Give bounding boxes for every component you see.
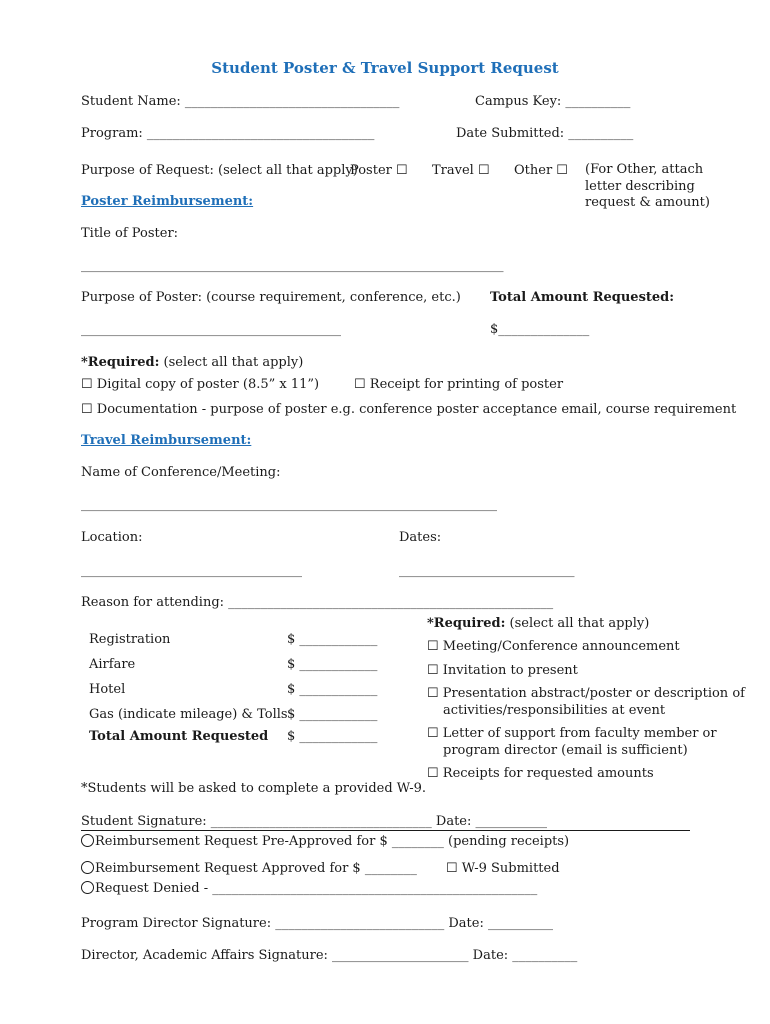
page-title: Student Poster & Travel Support Request [211, 59, 559, 77]
other-note-line-3: request & amount) [585, 195, 710, 210]
denied-radio-icon[interactable] [81, 881, 94, 894]
title-of-poster-label: Title of Poster: [81, 226, 179, 241]
presentation-abstract-continued: activities/responsibilities at event [443, 703, 666, 718]
expense-airfare-label: Airfare [89, 657, 136, 672]
student-name-field[interactable]: Student Name: _________________________________ [81, 94, 400, 109]
expense-airfare-amount[interactable]: $ ____________ [287, 657, 378, 672]
poster-reimbursement-heading: Poster Reimbursement: [81, 194, 254, 209]
poster-checkbox[interactable]: Poster ☐ [350, 163, 408, 178]
documentation-checkbox[interactable]: ☐ Documentation - purpose of poster e.g. conference poster acceptance email, course requirement [81, 402, 737, 417]
dates-label: Dates: [399, 530, 442, 545]
title-of-poster-field[interactable]: _________________________________________________________________ [81, 258, 504, 273]
program-field[interactable]: Program: ___________________________________ [81, 126, 375, 141]
digital-copy-checkbox[interactable]: ☐ Digital copy of poster (8.5” x 11”) [81, 377, 320, 392]
travel-required-label: *Required: (select all that apply) [427, 616, 650, 631]
approval-divider [81, 830, 690, 831]
other-note-line-2: letter describing [585, 179, 695, 194]
expense-total-amount[interactable]: $ ____________ [287, 729, 378, 744]
expense-gas-label: Gas (indicate mileage) & Tolls [89, 707, 288, 722]
preapproved-radio-icon[interactable] [81, 834, 94, 847]
preapproved-option[interactable]: Reimbursement Request Pre-Approved for $ ________ (pending receipts) [81, 834, 569, 850]
conference-name-field[interactable]: ________________________________________________________________ [81, 497, 497, 512]
presentation-abstract-checkbox[interactable]: ☐ Presentation abstract/poster or description of [427, 686, 745, 701]
expense-hotel-label: Hotel [89, 682, 126, 697]
expense-total-label: Total Amount Requested [89, 729, 269, 744]
poster-total-amount-label: Total Amount Requested: [490, 290, 675, 305]
approved-radio-icon[interactable] [81, 861, 94, 874]
w9-submitted-checkbox[interactable]: ☐ W-9 Submitted [446, 861, 560, 876]
campus-key-field[interactable]: Campus Key: __________ [475, 94, 631, 109]
program-director-signature-field[interactable]: Program Director Signature: __________________________ Date: __________ [81, 916, 553, 931]
expense-gas-amount[interactable]: $ ____________ [287, 707, 378, 722]
support-letter-continued: program director (email is sufficient) [443, 743, 688, 758]
other-note-line-1: (For Other, attach [585, 162, 704, 177]
expense-registration-amount[interactable]: $ ____________ [287, 632, 378, 647]
purpose-of-poster-label: Purpose of Poster: (course requirement, conference, etc.) [81, 290, 461, 305]
purpose-label: Purpose of Request: (select all that apply) [81, 163, 358, 178]
denied-option[interactable]: Request Denied - __________________________________________________ [81, 881, 537, 897]
location-field[interactable]: __________________________________ [81, 563, 302, 578]
date-submitted-field[interactable]: Date Submitted: __________ [456, 126, 634, 141]
travel-reimbursement-heading: Travel Reimbursement: [81, 433, 252, 448]
invitation-checkbox[interactable]: ☐ Invitation to present [427, 663, 578, 678]
expense-registration-label: Registration [89, 632, 171, 647]
receipt-printing-checkbox[interactable]: ☐ Receipt for printing of poster [354, 377, 564, 392]
location-label: Location: [81, 530, 143, 545]
approved-option[interactable]: Reimbursement Request Approved for $ ________ [81, 861, 417, 877]
director-signature-field[interactable]: Director, Academic Affairs Signature: _____________________ Date: __________ [81, 948, 578, 963]
other-checkbox[interactable]: Other ☐ [514, 163, 568, 178]
travel-checkbox[interactable]: Travel ☐ [432, 163, 490, 178]
poster-total-amount-field[interactable]: $______________ [490, 322, 590, 337]
conference-name-label: Name of Conference/Meeting: [81, 465, 281, 480]
expense-hotel-amount[interactable]: $ ____________ [287, 682, 378, 697]
dates-field[interactable]: ___________________________ [399, 563, 575, 578]
meeting-announcement-checkbox[interactable]: ☐ Meeting/Conference announcement [427, 639, 680, 654]
support-letter-checkbox[interactable]: ☐ Letter of support from faculty member or [427, 726, 717, 741]
w9-note: *Students will be asked to complete a provided W-9. [81, 781, 427, 796]
reason-for-attending-field[interactable]: Reason for attending: __________________________________________________ [81, 595, 554, 610]
poster-required-label: *Required: (select all that apply) [81, 355, 304, 370]
receipts-checkbox[interactable]: ☐ Receipts for requested amounts [427, 766, 654, 781]
student-signature-field[interactable]: Student Signature: __________________________________ Date: ___________ [81, 814, 548, 829]
purpose-of-poster-field[interactable]: ________________________________________ [81, 322, 341, 337]
